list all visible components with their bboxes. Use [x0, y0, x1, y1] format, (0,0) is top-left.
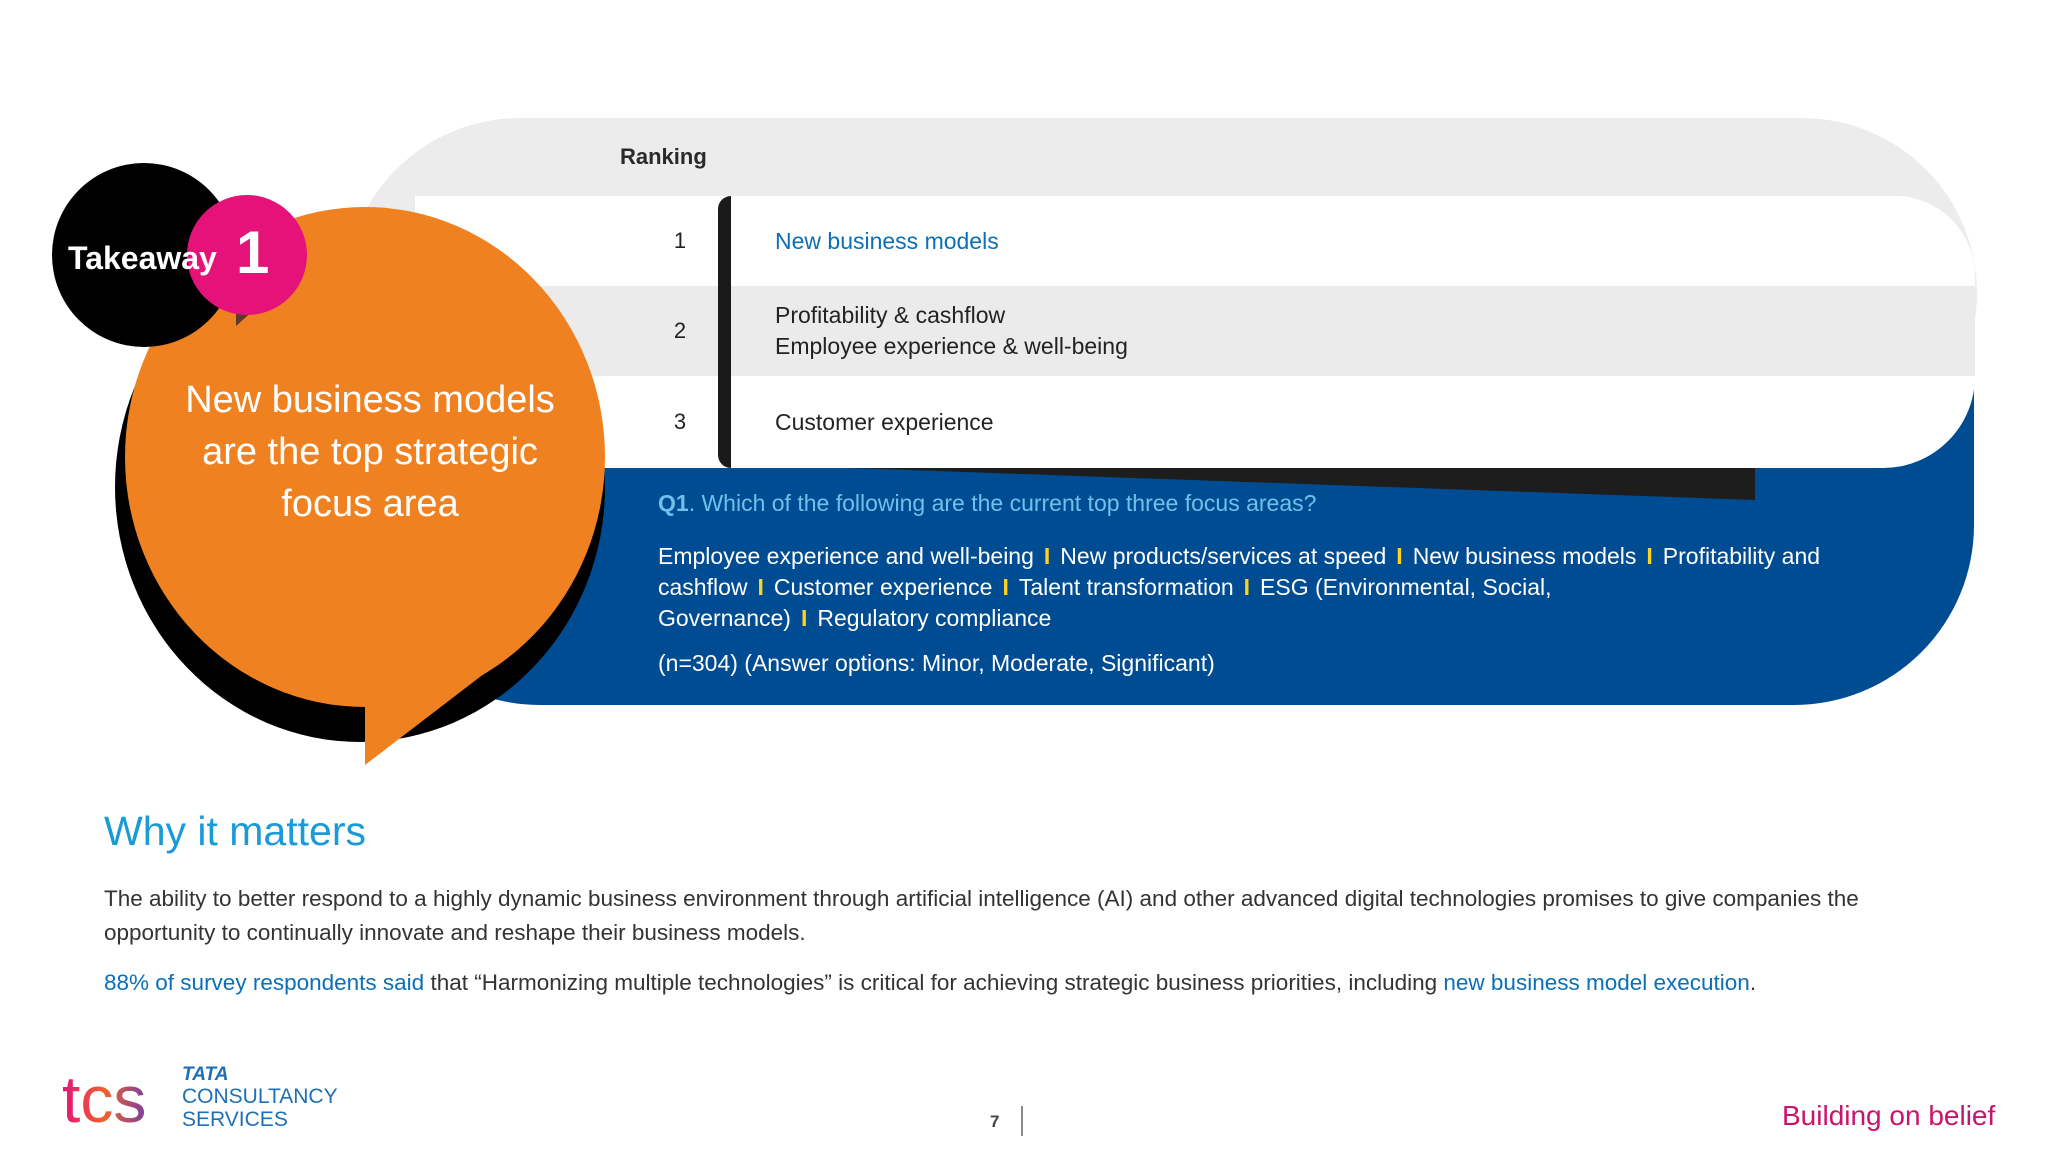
- answer-options: [658, 541, 1828, 634]
- takeaway-label: Takeaway: [68, 240, 217, 276]
- ranking-row-2: [415, 286, 1975, 376]
- ranking-header: Ranking: [620, 144, 707, 169]
- option: New business models: [1412, 543, 1637, 569]
- rank-number: 1: [673, 228, 687, 253]
- logo-mark: tcs: [62, 1062, 147, 1130]
- rank-item-text: New business models: [775, 227, 999, 254]
- tagline: Building on belief: [1782, 1100, 1996, 1131]
- rank-number: 3: [673, 409, 687, 434]
- rank-item-line: Profitability & cashflow: [775, 302, 1006, 328]
- option: Regulatory compliance: [817, 605, 1052, 631]
- question-title: [658, 490, 1316, 517]
- paragraph-text: that “Harmonizing multiple technologies” is critical for achieving strategic business priorities, including: [424, 970, 1444, 995]
- page-number: 7: [990, 1112, 1000, 1131]
- question-label: Q1: [658, 490, 689, 516]
- bubble-tail: [365, 650, 515, 765]
- execution-link[interactable]: new business model execution: [1443, 970, 1750, 995]
- takeaway-number: 1: [236, 219, 270, 286]
- option-separator: I: [1646, 543, 1653, 569]
- option-separator: I: [1043, 543, 1051, 569]
- option-separator: I: [1243, 574, 1251, 600]
- section-title: Why it matters: [104, 808, 366, 854]
- rank-item-line: Employee experience & well-being: [775, 333, 1128, 359]
- option-separator: I: [1002, 574, 1009, 600]
- option: Customer experience: [773, 574, 993, 600]
- takeaway-statement: New business models are the top strategic focus area: [185, 379, 555, 525]
- option: ESG (Environmental, Social, Governance): [658, 574, 1552, 631]
- sample-note: (n=304) (Answer options: Minor, Moderate, Significant): [658, 650, 1215, 676]
- rank-item-text: Customer experience: [775, 408, 994, 435]
- option: Talent transformation: [1018, 574, 1234, 600]
- option-separator: I: [800, 605, 808, 631]
- rank-item-text: [775, 300, 1128, 362]
- footer-divider: [1021, 1106, 1023, 1136]
- option-separator: I: [757, 574, 764, 600]
- ranking-row-1: [415, 196, 1975, 286]
- paragraph-end: .: [1749, 970, 1757, 995]
- logo-line-3: SERVICES: [182, 1108, 288, 1130]
- option: Employee experience and well-being: [658, 543, 1034, 569]
- option: Profitability and cashflow: [658, 543, 1821, 600]
- tcs-logo: [62, 1060, 342, 1130]
- option: New products/services at speed: [1060, 543, 1387, 569]
- ranking-divider: [718, 196, 731, 468]
- option-separator: I: [1396, 543, 1403, 569]
- survey-link[interactable]: 88% of survey respondents said: [104, 970, 425, 995]
- rank-number: 2: [673, 318, 687, 343]
- logo-line-1: TATA: [182, 1064, 229, 1085]
- why-paragraph-1: The ability to better respond to a highly dynamic business environment through artificial intelligence (AI) and other advanced digital technologies promises to give companies the opportunity to continually innovate and reshape their business models.: [104, 886, 1859, 945]
- question-text: . Which of the following are the current top three focus areas?: [688, 490, 1317, 516]
- why-paragraph-2: [104, 966, 1964, 1000]
- ranking-row-3: [415, 376, 1975, 468]
- logo-line-2: CONSULTANCY: [182, 1085, 338, 1108]
